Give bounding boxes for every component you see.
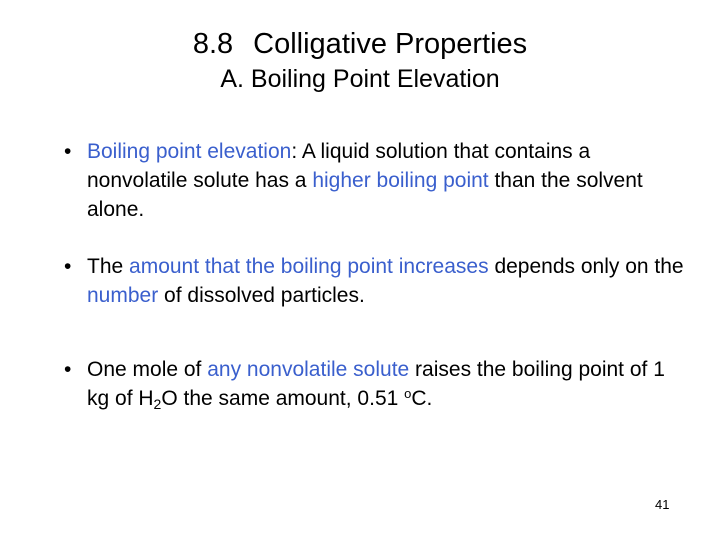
bullet-dot: • [64, 140, 72, 163]
text-run: The [87, 255, 130, 278]
highlight-term: any nonvolatile solute [207, 358, 410, 381]
text-run: than the solvent alone. [87, 169, 643, 221]
highlight-term: amount that the boiling point increases [129, 255, 489, 278]
superscript-degree: o [404, 386, 412, 401]
text-run: of dissolved particles. [158, 284, 365, 307]
bullet-dot: • [64, 255, 72, 278]
text-run: C. [411, 387, 433, 410]
text-run: raises the boiling point of 1 kg of H [87, 358, 665, 410]
slide-subtitle: A. Boiling Point Elevation [220, 65, 500, 93]
bullet-amount-increase [64, 252, 684, 310]
text-run: : A liquid solution that contains a nonvolatile solute has a [87, 140, 591, 192]
bullet-text [64, 137, 684, 224]
text-run: O the same amount, 0.51 [161, 387, 405, 410]
section-number: 8.8 [192, 28, 234, 60]
highlight-term: Boiling point elevation [87, 140, 292, 163]
page-number: 41 [655, 497, 670, 512]
slide-title [0, 25, 720, 63]
text-run: depends only on the [488, 255, 684, 278]
bullet-dot: • [64, 358, 72, 381]
bullet-one-mole [64, 355, 684, 415]
highlight-term: higher boiling point [312, 169, 489, 192]
text-run: One mole of [87, 358, 208, 381]
subscript: 2 [153, 396, 162, 412]
bullet-text [64, 355, 684, 415]
highlight-term: number [87, 284, 159, 307]
bullet-boiling-point-elevation [64, 137, 684, 224]
title-text: Colligative Properties [253, 28, 528, 60]
bullet-text [64, 252, 684, 310]
